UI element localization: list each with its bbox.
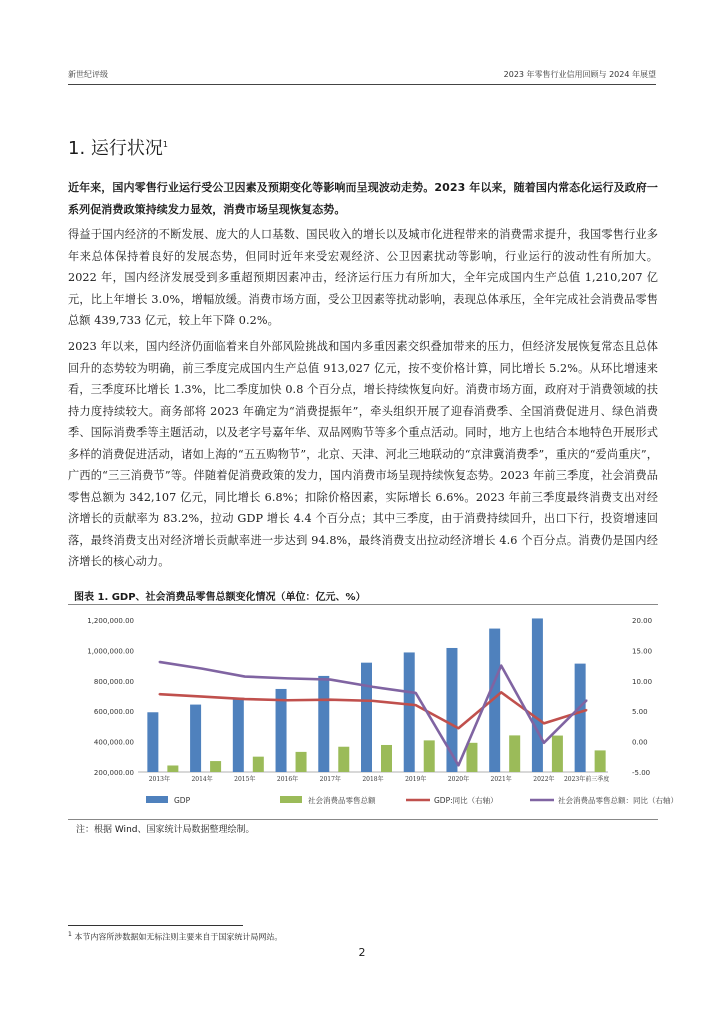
section-title-text: 1. 运行状况 (68, 138, 163, 159)
retail-bar (296, 752, 307, 772)
gdp-yoy-point (415, 704, 417, 706)
figure-note: 注：根据 Wind、国家统计局数据整理绘制。 (76, 825, 255, 835)
x-tick-label: 2018年 (362, 776, 384, 783)
section-title (68, 134, 168, 160)
y-right-tick-label: 15.00 (632, 647, 653, 656)
retail-yoy-point (415, 692, 417, 694)
y-left-tick-label: 1,200,000.00 (87, 617, 134, 625)
legend-label: 社会消费品零售总额：同比（右轴） (558, 796, 678, 805)
paragraph-2: 2023 年以来，国内经济仍面临着来自外部风险挑战和国内多重因素交织叠加带来的压力，但经济发展恢复常态且总体回升的态势较为明确，前三季度完成国内生产总值 913,027 亿元，按不变价格计算，同比增长 5.2%。从环比增速来看，三季度环比增长 1.3%，比二季度加快 0.8 个百分点，增长持续恢复向好。消费市场方面，政府对于消费领域的扶持力度持续较大。商务部将 2023 年确定为“消费提振年”，牵头组织开展了迎春消费季、全国消费促进月、绿色消费季、国际消费季等主题活动，以及老字号嘉年华、双品网购节等多个重点活动。同时，地方上也结合本地特色开展形式多样的消费促进活动，诸如上海的“五五购物节”，北京、天津、河北三地联动的“京津冀消费季”，重庆的“爱尚重庆”，广西的“三三消费节”等。伴随着促消费政策的发力，国内消费市场呈现持续恢复态势。2023 年前三季度，社会消费品零售总额为 342,107 亿元，同比增长 6.8%；扣除价格因素，实际增长 6.6%。2023 年前三季度最终消费支出对经济增长的贡献率为 83.2%，拉动 GDP 增长 4.4 个百分点；其中三季度，由于消费持续回升，出口下行，投资增速回落，最终消费支出对经济增长贡献率进一步达到 94.8%，最终消费支出拉动经济增长 4.6 个百分点。消费仍是国内经济增长的核心动力。 (68, 340, 658, 568)
retail-bar (466, 743, 477, 772)
figure-title: 图表 1. GDP、社会消费品零售总额变化情况（单位：亿元、%） (74, 592, 366, 603)
x-tick-label: 2016年 (276, 776, 299, 783)
x-tick-label: 2022年 (533, 776, 555, 783)
gdp-retail-chart (68, 606, 678, 818)
y-right-tick-label: 20.00 (632, 617, 653, 625)
gdp-yoy-point (244, 698, 246, 700)
legend-label: 社会消费品零售总额 (308, 796, 376, 805)
retail-bar (253, 757, 264, 772)
x-tick-label: 2015年 (234, 776, 256, 783)
x-tick-label: 2014年 (191, 776, 213, 783)
retail-yoy-point (329, 679, 331, 681)
retail-bar (509, 735, 520, 772)
gdp-bar (190, 705, 201, 772)
footnote-text: 本节内容所涉数据如无标注则主要来自于国家统计局网站。 (74, 932, 283, 942)
retail-yoy-point (500, 665, 502, 667)
footnote-divider (68, 925, 243, 926)
x-tick-label: 2021年 (490, 776, 512, 783)
header-left: 新世纪评级 (68, 70, 108, 79)
x-tick-label: 2013年 (148, 776, 171, 783)
retail-yoy-point (543, 742, 545, 744)
retail-yoy-point (372, 686, 374, 688)
footnote-mark: 1 (68, 931, 72, 938)
gdp-bar (404, 652, 415, 772)
gdp-bar (318, 676, 329, 772)
retail-yoy-point (458, 764, 460, 766)
retail-bar (424, 740, 435, 772)
gdp-yoy-line (159, 692, 586, 728)
retail-bar (338, 747, 349, 772)
retail-yoy-point (201, 668, 203, 670)
y-right-tick-label: 0.00 (632, 738, 648, 747)
retail-yoy-point (158, 661, 160, 663)
retail-yoy-line (159, 662, 586, 765)
footnote (68, 931, 282, 943)
y-left-tick-label: 600,000.00 (93, 708, 134, 717)
retail-bar (552, 736, 563, 772)
gdp-yoy-point (543, 722, 545, 724)
page-header (68, 69, 656, 81)
gdp-yoy-point (372, 700, 374, 702)
lead-paragraph: 近年来，国内零售行业运行受公卫因素及预期变化等影响而呈现波动走势。2023 年以来，随着国内常态化运行及政府一系列促消费政策持续发力显效，消费市场呈现恢复态势。 (68, 181, 658, 216)
retail-bar (595, 750, 606, 772)
legend-label: GDP:同比（右轴） (434, 796, 498, 805)
retail-bar (210, 761, 221, 772)
section-footnote-mark: 1 (162, 140, 168, 149)
gdp-bar (233, 698, 244, 772)
gdp-bar (575, 664, 586, 772)
x-tick-label: 2023年前三季度 (563, 776, 610, 783)
gdp-yoy-point (201, 696, 203, 698)
gdp-bar (532, 618, 543, 772)
retail-bar (167, 765, 178, 772)
header-right: 2023 年零售行业信用回顾与 2024 年展望 (503, 70, 656, 79)
retail-yoy-point (586, 699, 588, 701)
gdp-yoy-point (586, 709, 588, 711)
y-right-tick-label: -5.00 (632, 769, 651, 777)
page-number: 2 (358, 946, 366, 959)
y-right-tick-label: 5.00 (632, 708, 648, 717)
retail-yoy-point (287, 677, 289, 679)
gdp-yoy-point (500, 691, 502, 693)
x-tick-label: 2019年 (405, 776, 427, 783)
y-left-tick-label: 800,000.00 (93, 677, 134, 686)
y-left-tick-label: 200,000.00 (93, 769, 134, 777)
retail-yoy-point (244, 676, 246, 678)
x-tick-label: 2017年 (319, 776, 341, 783)
gdp-bar (147, 712, 158, 772)
y-left-tick-label: 400,000.00 (93, 738, 134, 747)
y-right-tick-label: 10.00 (632, 677, 653, 686)
gdp-yoy-point (458, 727, 460, 729)
legend-swatch (280, 796, 302, 803)
gdp-yoy-point (329, 699, 331, 701)
retail-bar (381, 745, 392, 772)
legend-label: GDP (174, 796, 191, 805)
x-tick-label: 2020年 (447, 776, 470, 783)
legend-swatch (146, 796, 168, 803)
paragraph-1: 得益于国内经济的不断发展、庞大的人口基数、国民收入的增长以及城市化进程带来的消费需求提升，我国零售行业多年来总体保持着良好的发展态势，但同时近年来受宏观经济、公卫因素扰动等影响，行业运行的波动性有所加大。2022 年，国内经济发展受到多重超预期因素冲击，经济运行压力有所加大，全年完成国内生产总值 1,210,207 亿元，比上年增长 3.0%，增幅放缓。消费市场方面，受公卫因素等扰动影响，表现总体承压，全年完成社会消费品零售总额 439,733 亿元，较上年下降 0.2%。 (68, 228, 658, 327)
header-divider (68, 84, 656, 85)
gdp-yoy-point (158, 693, 160, 695)
gdp-bar (361, 663, 372, 772)
y-left-tick-label: 1,000,000.00 (87, 647, 134, 656)
gdp-yoy-point (287, 699, 289, 701)
